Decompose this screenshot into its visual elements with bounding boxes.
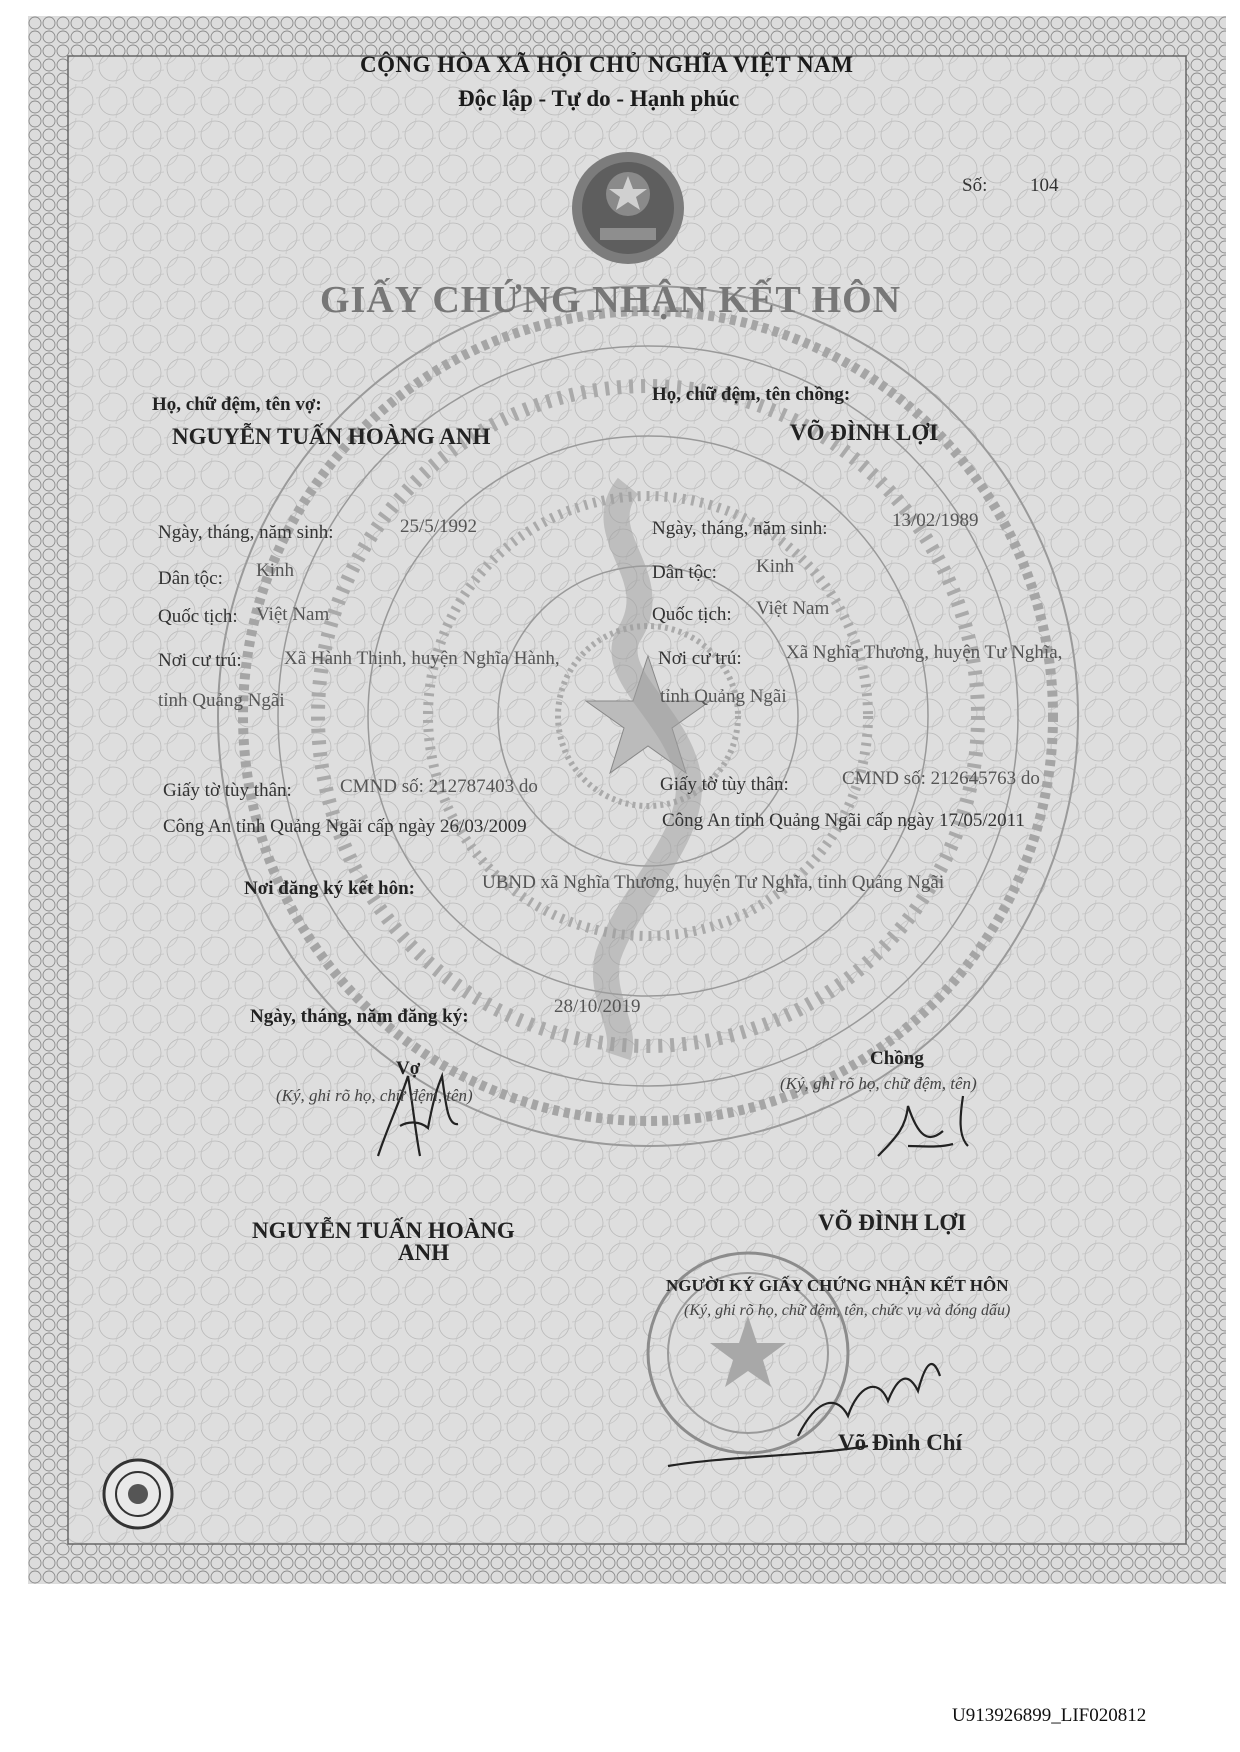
husband-name-label: Họ, chữ đệm, tên chồng: xyxy=(652,384,851,405)
number-value: 104 xyxy=(1030,175,1059,196)
corner-seal xyxy=(104,1460,172,1528)
wife-nationality: Việt Nam xyxy=(256,604,330,625)
wife-ethnicity-label: Dân tộc: xyxy=(158,568,223,589)
wife-residence-line2: tỉnh Quảng Ngãi xyxy=(158,690,285,711)
wife-dob-label: Ngày, tháng, năm sinh: xyxy=(158,522,334,543)
husband-name: VÕ ĐÌNH LỢI xyxy=(790,420,939,445)
wife-printed-name-line1: NGUYỄN TUẤN HOÀNG xyxy=(252,1218,515,1243)
husband-id-line2: Công An tỉnh Quảng Ngãi cấp ngày 17/05/2011 xyxy=(662,810,1025,831)
husband-signature-instruction: (Ký, ghi rõ họ, chữ đệm, tên) xyxy=(780,1074,977,1093)
registration-place: UBND xã Nghĩa Thương, huyện Tư Nghĩa, tỉnh Quảng Ngãi xyxy=(482,872,945,893)
husband-residence-line2: tỉnh Quảng Ngãi xyxy=(660,686,787,707)
wife-nationality-label: Quốc tịch: xyxy=(158,606,238,627)
motto: Độc lập - Tự do - Hạnh phúc xyxy=(458,86,740,111)
wife-id-line1: CMND số: 212787403 do xyxy=(340,776,538,797)
number-label: Số: xyxy=(962,175,988,196)
wife-name: NGUYỄN TUẤN HOÀNG ANH xyxy=(172,424,491,449)
signer-heading: NGƯỜI KÝ GIẤY CHỨNG NHẬN KẾT HÔN xyxy=(666,1276,1009,1295)
registration-date-label: Ngày, tháng, năm đăng ký: xyxy=(250,1006,469,1027)
husband-nationality-label: Quốc tịch: xyxy=(652,604,732,625)
wife-name-label: Họ, chữ đệm, tên vợ: xyxy=(152,394,322,415)
document-title: GIẤY CHỨNG NHẬN KẾT HÔN xyxy=(320,279,902,321)
wife-residence-label: Nơi cư trú: xyxy=(158,650,242,671)
husband-dob-label: Ngày, tháng, năm sinh: xyxy=(652,518,828,539)
wife-dob: 25/5/1992 xyxy=(400,516,478,537)
husband-residence-line1: Xã Nghĩa Thương, huyện Tư Nghĩa, xyxy=(786,642,1063,663)
country-name: CỘNG HÒA XÃ HỘI CHỦ NGHĨA VIỆT NAM xyxy=(360,52,854,77)
wife-id-label: Giấy tờ tùy thân: xyxy=(163,780,292,801)
document-code: U913926899_LIF020812 xyxy=(952,1705,1147,1726)
husband-ethnicity: Kinh xyxy=(756,556,794,577)
wife-printed-name-line2: ANH xyxy=(398,1240,450,1265)
signer-name: Võ Đình Chí xyxy=(838,1430,962,1455)
wife-residence-line1: Xã Hành Thịnh, huyện Nghĩa Hành, xyxy=(284,648,560,669)
wife-id-line2: Công An tỉnh Quảng Ngãi cấp ngày 26/03/2009 xyxy=(163,816,527,837)
husband-residence-label: Nơi cư trú: xyxy=(658,648,742,669)
wife-signature-instruction: (Ký, ghi rõ họ, chữ đệm, tên) xyxy=(276,1086,473,1105)
registration-date: 28/10/2019 xyxy=(554,996,641,1017)
husband-nationality: Việt Nam xyxy=(756,598,830,619)
husband-id-label: Giấy tờ tùy thân: xyxy=(660,774,789,795)
signer-instruction: (Ký, ghi rõ họ, chữ đệm, tên, chức vụ và đóng dấu) xyxy=(684,1302,1011,1319)
husband-ethnicity-label: Dân tộc: xyxy=(652,562,717,583)
national-emblem xyxy=(572,152,684,264)
husband-dob: 13/02/1989 xyxy=(892,510,979,531)
husband-signature-heading: Chồng xyxy=(870,1048,924,1069)
husband-id-line1: CMND số: 212645763 do xyxy=(842,768,1040,789)
wife-ethnicity: Kinh xyxy=(256,560,294,581)
wife-signature-heading: Vợ xyxy=(396,1058,421,1079)
registration-place-label: Nơi đăng ký kết hôn: xyxy=(244,878,416,899)
husband-printed-name: VÕ ĐÌNH LỢI xyxy=(818,1210,967,1235)
